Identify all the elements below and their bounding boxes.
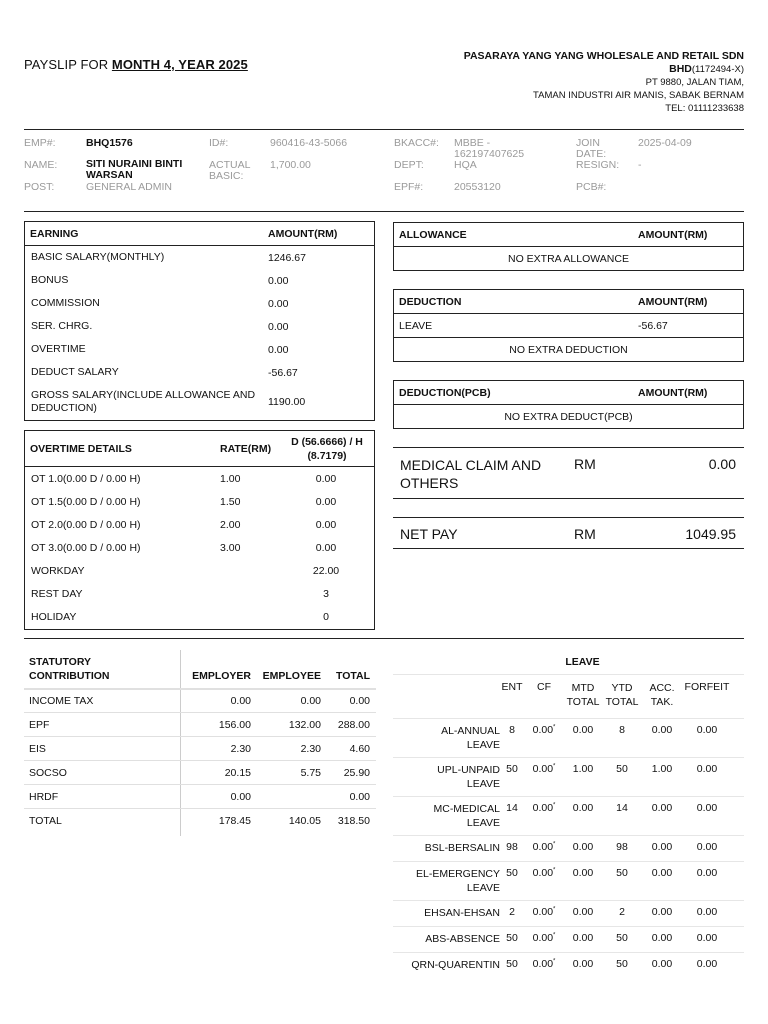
leave-mtd: 0.00 xyxy=(572,802,594,814)
earning-amount: 1190.00 xyxy=(268,395,306,408)
leave-ent: 98 xyxy=(506,841,518,853)
leave-forfeit: 0.00 xyxy=(696,763,718,775)
leave-ent: 50 xyxy=(506,932,518,944)
leave-row xyxy=(393,835,744,861)
ot-value: 3 xyxy=(323,587,329,600)
earning-col-amount: AMOUNT(RM) xyxy=(268,227,338,240)
leave-name xyxy=(393,958,500,972)
medical-currency: RM xyxy=(574,456,596,472)
net-pay xyxy=(393,517,744,549)
allowance-header xyxy=(394,223,743,247)
statutory-title-1: STATUTORY xyxy=(29,656,92,668)
earning-row xyxy=(25,315,374,338)
leave-acc: 0.00 xyxy=(651,932,673,944)
stat-employee: 2.30 xyxy=(300,742,321,755)
leave-col-acc xyxy=(642,681,682,709)
company-reg-no: (1172494-X) xyxy=(691,64,744,75)
cf-asterisk: * xyxy=(553,932,556,939)
leave-forfeit: 0.00 xyxy=(696,867,718,879)
earning-label: OVERTIME xyxy=(31,343,86,355)
leave-cf xyxy=(524,841,564,853)
leave-name xyxy=(393,763,500,791)
deduction-col-label: DEDUCTION xyxy=(399,295,462,308)
bkacc-label: BKACC#: xyxy=(394,137,439,149)
overtime-row xyxy=(25,605,374,628)
resign-value: - xyxy=(638,159,642,171)
pcb-table xyxy=(393,380,744,429)
bkacc-value-1: MBBE - xyxy=(454,137,491,149)
leave-title: LEAVE xyxy=(565,656,600,668)
earning-label: COMMISSION xyxy=(31,297,100,309)
name-value-1: SITI NURAINI BINTI xyxy=(86,158,183,170)
cf-asterisk: * xyxy=(553,906,556,913)
statutory-row xyxy=(24,809,376,833)
bkacc-value-2: 162197407625 xyxy=(454,148,525,160)
leave-ytd: 8 xyxy=(619,724,625,736)
stat-employer: 2.30 xyxy=(230,742,251,755)
statutory-row xyxy=(24,785,376,809)
earning-amount: 1246.67 xyxy=(268,251,306,264)
leave-ent: 14 xyxy=(506,802,518,814)
company-address-1: PT 9880, JALAN TIAM, xyxy=(645,77,744,88)
leave-ent: 8 xyxy=(509,724,515,736)
pcb-label: PCB#: xyxy=(576,181,607,193)
earning-label: DEDUCT SALARY xyxy=(31,366,119,378)
stat-label: EPF xyxy=(29,718,50,731)
pcb-col-label: DEDUCTION(PCB) xyxy=(399,386,491,399)
earning-amount: 0.00 xyxy=(268,320,289,333)
ot-rate: 3.00 xyxy=(220,541,241,554)
leave-name-1: UPL-UNPAID xyxy=(437,764,500,776)
deduction-empty: NO EXTRA DEDUCTION xyxy=(509,344,628,356)
ot-value: 22.00 xyxy=(312,564,340,577)
pcb-empty: NO EXTRA DEDUCT(PCB) xyxy=(504,411,633,423)
emp-value: BHQ1576 xyxy=(86,137,133,149)
pcb-header xyxy=(394,381,743,405)
basic-label-1: ACTUAL xyxy=(209,159,251,171)
ot-value: 0.00 xyxy=(315,495,337,508)
stat-employee: 0.00 xyxy=(300,695,321,707)
leave-ytd: 50 xyxy=(616,763,628,775)
leave-mtd: 0.00 xyxy=(572,906,594,918)
pcb-col-amount: AMOUNT(RM) xyxy=(638,386,708,399)
statutory-row xyxy=(24,689,376,713)
company-address-2: TAMAN INDUSTRI AIR MANIS, SABAK BERNAM xyxy=(533,90,744,101)
medical-label-2: OTHERS xyxy=(400,475,459,491)
leave-cf-value: 0.00 xyxy=(532,802,554,814)
overtime-row xyxy=(25,467,374,490)
leave-col-forfeit: FORFEIT xyxy=(684,681,730,693)
emp-label: EMP#: xyxy=(24,137,56,149)
leave-cf-value: 0.00 xyxy=(532,906,554,918)
earning-label: BONUS xyxy=(31,274,69,286)
leave-ytd: 50 xyxy=(616,932,628,944)
leave-name-2: LEAVE xyxy=(466,739,500,751)
leave-row xyxy=(393,900,744,926)
leave-forfeit: 0.00 xyxy=(696,958,718,970)
statutory-header xyxy=(24,650,376,689)
statutory-row xyxy=(24,761,376,785)
overtime-col-rate: RATE(RM) xyxy=(220,442,272,455)
earning-row xyxy=(25,384,374,419)
mtd-line-1: MTD xyxy=(571,682,595,694)
earning-table xyxy=(24,221,375,421)
id-value: 960416-43-5066 xyxy=(270,137,348,149)
stat-employee: 140.05 xyxy=(288,815,321,827)
earning-header xyxy=(25,222,374,246)
allowance-col-label: ALLOWANCE xyxy=(399,228,467,241)
earning-col-label: EARNING xyxy=(30,227,79,240)
basic-label-2: BASIC: xyxy=(209,170,244,182)
company-bhd: BHD xyxy=(669,63,692,75)
allowance-empty: NO EXTRA ALLOWANCE xyxy=(508,253,629,265)
leave-name xyxy=(393,867,500,895)
leave-mtd: 0.00 xyxy=(572,932,594,944)
leave-name-1: QRN-QUARENTIN xyxy=(411,959,500,971)
stat-employee: 132.00 xyxy=(288,718,321,731)
leave-mtd: 1.00 xyxy=(572,763,594,775)
leave-forfeit: 0.00 xyxy=(696,932,718,944)
leave-forfeit: 0.00 xyxy=(696,841,718,853)
leave-cf-value: 0.00 xyxy=(532,958,554,970)
ot-label: OT 1.5(0.00 D / 0.00 H) xyxy=(31,495,141,508)
leave-name xyxy=(393,841,500,855)
ot-value: 0.00 xyxy=(315,472,337,485)
leave-cf-value: 0.00 xyxy=(532,867,554,879)
divider xyxy=(24,638,744,639)
ot-value: 0.00 xyxy=(315,518,337,531)
mtd-line-2: TOTAL xyxy=(566,696,600,708)
stat-total: 25.90 xyxy=(343,766,370,779)
post-label: POST: xyxy=(24,181,55,193)
leave-name xyxy=(393,724,500,752)
stat-employer: 20.15 xyxy=(224,766,251,779)
stat-label: SOCSO xyxy=(29,766,67,779)
earning-amount: 0.00 xyxy=(268,274,289,287)
leave-acc: 0.00 xyxy=(651,724,673,736)
leave-cf-value: 0.00 xyxy=(532,724,554,736)
cf-asterisk: * xyxy=(553,841,556,848)
statutory-row xyxy=(24,737,376,761)
leave-acc: 0.00 xyxy=(651,867,673,879)
leave-ent: 50 xyxy=(506,763,518,775)
ytd-line-1: YTD xyxy=(611,682,633,694)
deduction-col-amount: AMOUNT(RM) xyxy=(638,295,708,308)
leave-acc: 0.00 xyxy=(651,841,673,853)
statutory-row xyxy=(24,713,376,737)
stat-total: 318.50 xyxy=(337,815,370,827)
leave-mtd: 0.00 xyxy=(572,867,594,879)
join-label-2: DATE: xyxy=(576,148,607,160)
leave-row xyxy=(393,718,744,757)
cf-asterisk: * xyxy=(553,763,556,770)
basic-value: 1,700.00 xyxy=(270,159,311,171)
leave-ent: 50 xyxy=(506,867,518,879)
allowance-col-amount: AMOUNT(RM) xyxy=(638,228,708,241)
ot-rate: 2.00 xyxy=(220,518,241,531)
earning-row xyxy=(25,338,374,361)
medical-amount: 0.00 xyxy=(708,456,736,472)
leave-col-ytd xyxy=(602,681,642,709)
statutory-col-total: TOTAL xyxy=(335,670,370,682)
cf-asterisk: * xyxy=(553,867,556,874)
leave-row xyxy=(393,861,744,900)
ot-value: 0.00 xyxy=(315,541,337,554)
stat-employer: 178.45 xyxy=(218,815,251,827)
stat-employer: 156.00 xyxy=(218,718,251,731)
overtime-table xyxy=(24,430,375,630)
leave-col-cf: CF xyxy=(537,681,551,693)
leave-acc: 0.00 xyxy=(651,802,673,814)
leave-name-2: LEAVE xyxy=(466,778,500,790)
ot-label: OT 2.0(0.00 D / 0.00 H) xyxy=(31,518,141,531)
leave-mtd: 0.00 xyxy=(572,724,594,736)
ot-value: 0 xyxy=(323,610,329,623)
leave-cf xyxy=(524,802,564,814)
leave-name-1: BSL-BERSALIN xyxy=(424,842,500,854)
leave-ent: 2 xyxy=(509,906,515,918)
cf-asterisk: * xyxy=(553,802,556,809)
overtime-row xyxy=(25,559,374,582)
acc-line-2: TAK. xyxy=(650,696,674,708)
epf-value: 20553120 xyxy=(454,181,501,193)
leave-name xyxy=(393,802,500,830)
ot-label: REST DAY xyxy=(31,587,83,600)
name-label: NAME: xyxy=(24,159,58,171)
earning-amount: 0.00 xyxy=(268,343,289,356)
statutory-col-label xyxy=(24,655,181,683)
ot-rate: 1.50 xyxy=(220,495,241,508)
stat-label: EIS xyxy=(29,742,46,755)
join-label-1: JOIN xyxy=(576,137,600,149)
leave-cf-value: 0.00 xyxy=(532,841,554,853)
deduction-header xyxy=(394,290,743,314)
leave-ytd: 98 xyxy=(616,841,628,853)
statutory-col-employer: EMPLOYER xyxy=(192,670,251,682)
dept-value: HQA xyxy=(454,159,477,171)
leave-acc: 0.00 xyxy=(651,906,673,918)
payslip-title xyxy=(24,57,248,72)
ot-label: OT 3.0(0.00 D / 0.00 H) xyxy=(31,541,141,554)
leave-cf xyxy=(524,932,564,944)
overtime-row xyxy=(25,536,374,559)
stat-total: 4.60 xyxy=(349,742,370,755)
ot-label: WORKDAY xyxy=(31,564,85,577)
stat-total: 0.00 xyxy=(349,695,370,707)
earning-amount: 0.00 xyxy=(268,297,289,310)
overtime-col-value: D (56.6666) / H (8.7179) xyxy=(291,435,363,462)
leave-name-2: LEAVE xyxy=(466,882,500,894)
leave-mtd: 0.00 xyxy=(572,958,594,970)
leave-ytd: 14 xyxy=(616,802,628,814)
leave-ytd: 2 xyxy=(619,906,625,918)
leave-forfeit: 0.00 xyxy=(696,802,718,814)
leave-acc: 0.00 xyxy=(651,958,673,970)
leave-name-1: EL-EMERGENCY xyxy=(415,868,500,880)
name-value-2: WARSAN xyxy=(86,169,133,181)
earning-row xyxy=(25,292,374,315)
overtime-row xyxy=(25,513,374,536)
medical-claim xyxy=(393,447,744,499)
id-label: ID#: xyxy=(209,137,229,149)
deduction-label: LEAVE xyxy=(399,319,433,332)
overtime-row xyxy=(25,490,374,513)
leave-mtd: 0.00 xyxy=(572,841,594,853)
deduction-table xyxy=(393,289,744,362)
net-pay-currency: RM xyxy=(574,526,596,542)
company-tel: TEL: 01111233638 xyxy=(665,103,744,114)
earning-amount: -56.67 xyxy=(268,366,298,379)
medical-label-1: MEDICAL CLAIM AND xyxy=(400,457,542,473)
divider xyxy=(24,211,744,212)
leave-name-1: MC-MEDICAL xyxy=(433,803,500,815)
leave-ent: 50 xyxy=(506,958,518,970)
resign-label: RESIGN: xyxy=(576,159,620,171)
deduction-row xyxy=(394,314,743,338)
leave-forfeit: 0.00 xyxy=(696,724,718,736)
leave-cf xyxy=(524,867,564,879)
divider xyxy=(24,129,744,130)
medical-label xyxy=(400,456,541,492)
stat-label: HRDF xyxy=(29,790,59,803)
leave-name-1: AL-ANNUAL xyxy=(441,725,500,737)
stat-total: 0.00 xyxy=(349,790,370,803)
ot-label: HOLIDAY xyxy=(31,610,77,623)
stat-label: TOTAL xyxy=(29,815,62,827)
stat-employer: 0.00 xyxy=(230,695,251,707)
leave-cf xyxy=(524,724,564,736)
leave-row xyxy=(393,952,744,978)
company-name: PASARAYA YANG YANG WHOLESALE AND RETAIL SDN xyxy=(463,50,744,62)
leave-row xyxy=(393,926,744,952)
leave-ytd: 50 xyxy=(616,958,628,970)
leave-row xyxy=(393,796,744,835)
statutory-col-employee: EMPLOYEE xyxy=(262,670,321,682)
leave-col-ent: ENT xyxy=(501,681,523,693)
leave-table xyxy=(393,650,744,978)
post-value: GENERAL ADMIN xyxy=(86,181,172,193)
deduction-amount: -56.67 xyxy=(638,319,668,332)
net-pay-amount: 1049.95 xyxy=(685,526,736,542)
leave-cf-value: 0.00 xyxy=(532,932,554,944)
leave-name xyxy=(393,932,500,946)
earning-label: BASIC SALARY(MONTHLY) xyxy=(31,251,165,263)
earning-row xyxy=(25,269,374,292)
overtime-row xyxy=(25,582,374,605)
company-block xyxy=(464,50,744,115)
acc-line-1: ACC. xyxy=(649,682,675,694)
net-pay-label: NET PAY xyxy=(400,526,458,542)
payslip-prefix: PAYSLIP FOR xyxy=(24,57,112,72)
ot-label: OT 1.0(0.00 D / 0.00 H) xyxy=(31,472,141,485)
earning-row xyxy=(25,361,374,384)
overtime-col-label: OVERTIME DETAILS xyxy=(30,442,132,455)
statutory-title-2: CONTRIBUTION xyxy=(29,670,110,682)
leave-ytd: 50 xyxy=(616,867,628,879)
epf-label: EPF#: xyxy=(394,181,424,193)
earning-label: SER. CHRG. xyxy=(31,320,93,332)
earning-label: GROSS SALARY(INCLUDE ALLOWANCE AND DEDUCTION) xyxy=(31,388,256,414)
ot-rate: 1.00 xyxy=(220,472,241,485)
leave-forfeit: 0.00 xyxy=(696,906,718,918)
leave-acc: 1.00 xyxy=(651,763,673,775)
leave-name-1: ABS-ABSENCE xyxy=(425,933,500,945)
payslip-period: MONTH 4, YEAR 2025 xyxy=(111,57,248,72)
stat-employee: 5.75 xyxy=(300,766,321,779)
earning-row xyxy=(25,246,374,269)
stat-employer: 0.00 xyxy=(230,790,251,803)
overtime-header xyxy=(25,431,374,467)
statutory-table xyxy=(24,650,376,833)
leave-header xyxy=(393,674,744,718)
leave-cf xyxy=(524,958,564,970)
stat-total: 288.00 xyxy=(337,718,370,731)
leave-cf xyxy=(524,763,564,775)
leave-name-2: LEAVE xyxy=(466,817,500,829)
leave-rows xyxy=(393,718,744,978)
leave-name xyxy=(393,906,500,920)
ytd-line-2: TOTAL xyxy=(605,696,639,708)
leave-cf xyxy=(524,906,564,918)
leave-row xyxy=(393,757,744,796)
leave-cf-value: 0.00 xyxy=(532,763,554,775)
cf-asterisk: * xyxy=(553,724,556,731)
allowance-table xyxy=(393,222,744,271)
join-value: 2025-04-09 xyxy=(638,137,692,149)
stat-label: INCOME TAX xyxy=(29,695,94,707)
leave-name-1: EHSAN-EHSAN xyxy=(424,907,500,919)
leave-col-mtd xyxy=(564,681,602,709)
dept-label: DEPT: xyxy=(394,159,424,171)
cf-asterisk: * xyxy=(553,958,556,965)
